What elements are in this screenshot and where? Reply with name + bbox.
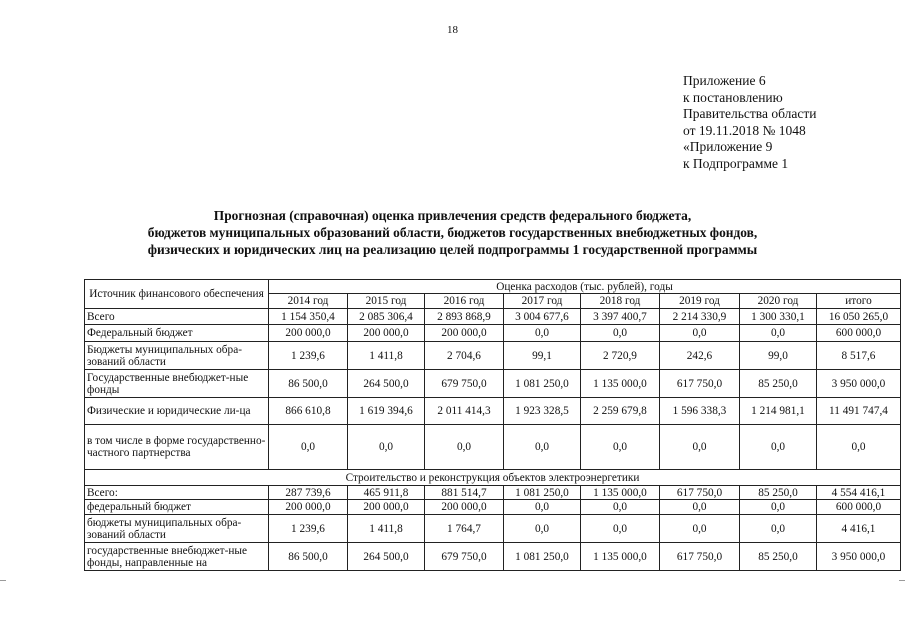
value-cell: 1 923 328,5 <box>504 398 581 425</box>
value-cell: 1 411,8 <box>348 342 425 370</box>
source-cell: Государственные внебюджет-ные фонды <box>85 370 269 398</box>
value-cell: 1 300 330,1 <box>740 309 817 325</box>
value-cell: 0,0 <box>740 515 817 543</box>
table-row <box>85 325 901 342</box>
value-cell: 85 250,0 <box>740 370 817 398</box>
value-cell: 200 000,0 <box>348 325 425 342</box>
value-cell: 679 750,0 <box>425 370 504 398</box>
value-cell: 617 750,0 <box>660 370 740 398</box>
value-cell: 465 911,8 <box>348 486 425 500</box>
table-body <box>85 280 901 571</box>
value-cell: 1 619 394,6 <box>348 398 425 425</box>
value-cell: 0,0 <box>504 500 581 515</box>
source-cell: в том числе в форме государственно-частного партнерства <box>85 425 269 470</box>
value-cell: 0,0 <box>660 325 740 342</box>
value-cell: 0,0 <box>269 425 348 470</box>
value-cell: 0,0 <box>740 500 817 515</box>
value-cell: 86 500,0 <box>269 543 348 571</box>
value-cell: 1 411,8 <box>348 515 425 543</box>
table-row <box>85 398 901 425</box>
title-line: Прогнозная (справочная) оценка привлечения средств федерального бюджета, <box>213 208 692 223</box>
value-cell: 4 554 416,1 <box>817 486 901 500</box>
value-cell: 1 596 338,3 <box>660 398 740 425</box>
value-cell: 2 893 868,9 <box>425 309 504 325</box>
value-cell: 16 050 265,0 <box>817 309 901 325</box>
value-cell: 200 000,0 <box>425 325 504 342</box>
year-header: 2014 год <box>269 294 348 309</box>
source-cell: бюджеты муниципальных обра-зований области <box>85 515 269 543</box>
value-cell: 600 000,0 <box>817 325 901 342</box>
year-header: итого <box>817 294 901 309</box>
source-cell: федеральный бюджет <box>85 500 269 515</box>
value-cell: 0,0 <box>504 325 581 342</box>
table-row <box>85 500 901 515</box>
value-cell: 0,0 <box>348 425 425 470</box>
appendix-reference <box>683 73 816 173</box>
source-header: Источник финансового обеспечения <box>85 280 269 309</box>
appendix-line: от 19.11.2018 № 1048 <box>683 122 806 138</box>
table-row <box>85 486 901 500</box>
value-cell: 881 514,7 <box>425 486 504 500</box>
value-cell: 866 610,8 <box>269 398 348 425</box>
value-cell: 0,0 <box>504 425 581 470</box>
header-row <box>85 280 901 294</box>
value-cell: 600 000,0 <box>817 500 901 515</box>
value-cell: 200 000,0 <box>348 500 425 515</box>
value-cell: 1 764,7 <box>425 515 504 543</box>
value-cell: 1 135 000,0 <box>581 370 660 398</box>
appendix-line: к постановлению <box>683 89 783 105</box>
value-cell: 0,0 <box>504 515 581 543</box>
source-cell: Всего: <box>85 486 269 500</box>
value-cell: 3 397 400,7 <box>581 309 660 325</box>
value-cell: 99,1 <box>504 342 581 370</box>
section-row <box>85 470 901 486</box>
year-header: 2016 год <box>425 294 504 309</box>
page-number: 18 <box>447 24 458 36</box>
value-cell: 200 000,0 <box>269 500 348 515</box>
value-cell: 2 720,9 <box>581 342 660 370</box>
value-cell: 0,0 <box>660 515 740 543</box>
value-cell: 86 500,0 <box>269 370 348 398</box>
value-cell: 0,0 <box>740 425 817 470</box>
scan-edge-mark <box>899 580 905 581</box>
title-line: бюджетов муниципальных образований области, бюджетов государственных внебюджетных фондов, <box>147 225 758 240</box>
year-header: 2015 год <box>348 294 425 309</box>
value-cell: 2 214 330,9 <box>660 309 740 325</box>
document-title <box>0 207 905 258</box>
value-cell: 287 739,6 <box>269 486 348 500</box>
value-cell: 1 135 000,0 <box>581 486 660 500</box>
value-cell: 1 081 250,0 <box>504 486 581 500</box>
appendix-line: «Приложение 9 <box>683 139 773 155</box>
year-header: 2019 год <box>660 294 740 309</box>
value-cell: 264 500,0 <box>348 370 425 398</box>
value-cell: 1 214 981,1 <box>740 398 817 425</box>
value-cell: 1 154 350,4 <box>269 309 348 325</box>
value-cell: 2 704,6 <box>425 342 504 370</box>
source-cell: Бюджеты муниципальных обра-зований области <box>85 342 269 370</box>
table-row <box>85 309 901 325</box>
value-cell: 617 750,0 <box>660 486 740 500</box>
financing-table <box>84 279 901 571</box>
value-cell: 85 250,0 <box>740 543 817 571</box>
table-row <box>85 342 901 370</box>
value-cell: 200 000,0 <box>425 500 504 515</box>
value-cell: 0,0 <box>740 325 817 342</box>
value-cell: 3 950 000,0 <box>817 543 901 571</box>
value-cell: 0,0 <box>817 425 901 470</box>
table-row <box>85 370 901 398</box>
value-cell: 2 085 306,4 <box>348 309 425 325</box>
appendix-line: Правительства области <box>683 106 817 122</box>
value-cell: 1 239,6 <box>269 515 348 543</box>
expense-estimate-header: Оценка расходов (тыс. рублей), годы <box>269 280 901 294</box>
value-cell: 0,0 <box>660 425 740 470</box>
value-cell: 1 081 250,0 <box>504 543 581 571</box>
appendix-line: к Подпрограмме 1 <box>683 155 789 171</box>
source-cell: государственные внебюджет-ные фонды, направленные на <box>85 543 269 571</box>
value-cell: 0,0 <box>660 500 740 515</box>
value-cell: 3 950 000,0 <box>817 370 901 398</box>
table-row <box>85 515 901 543</box>
value-cell: 0,0 <box>581 325 660 342</box>
value-cell: 8 517,6 <box>817 342 901 370</box>
value-cell: 99,0 <box>740 342 817 370</box>
value-cell: 264 500,0 <box>348 543 425 571</box>
value-cell: 1 239,6 <box>269 342 348 370</box>
value-cell: 2 011 414,3 <box>425 398 504 425</box>
value-cell: 679 750,0 <box>425 543 504 571</box>
value-cell: 3 004 677,6 <box>504 309 581 325</box>
value-cell: 0,0 <box>581 515 660 543</box>
year-header: 2020 год <box>740 294 817 309</box>
value-cell: 0,0 <box>581 500 660 515</box>
value-cell: 617 750,0 <box>660 543 740 571</box>
source-cell: Всего <box>85 309 269 325</box>
value-cell: 2 259 679,8 <box>581 398 660 425</box>
table-row <box>85 425 901 470</box>
year-header: 2017 год <box>504 294 581 309</box>
value-cell: 0,0 <box>581 425 660 470</box>
value-cell: 0,0 <box>425 425 504 470</box>
value-cell: 242,6 <box>660 342 740 370</box>
scan-edge-mark <box>0 580 6 581</box>
table-row <box>85 543 901 571</box>
value-cell: 1 135 000,0 <box>581 543 660 571</box>
value-cell: 4 416,1 <box>817 515 901 543</box>
source-cell: Федеральный бюджет <box>85 325 269 342</box>
appendix-line: Приложение 6 <box>683 73 766 88</box>
value-cell: 200 000,0 <box>269 325 348 342</box>
year-header: 2018 год <box>581 294 660 309</box>
value-cell: 85 250,0 <box>740 486 817 500</box>
source-cell: Физические и юридические ли-ца <box>85 398 269 425</box>
title-line: физических и юридических лиц на реализацию целей подпрограммы 1 государственной программы <box>147 242 758 257</box>
section-title: Строительство и реконструкция объектов электроэнергетики <box>85 470 901 486</box>
value-cell: 11 491 747,4 <box>817 398 901 425</box>
value-cell: 1 081 250,0 <box>504 370 581 398</box>
